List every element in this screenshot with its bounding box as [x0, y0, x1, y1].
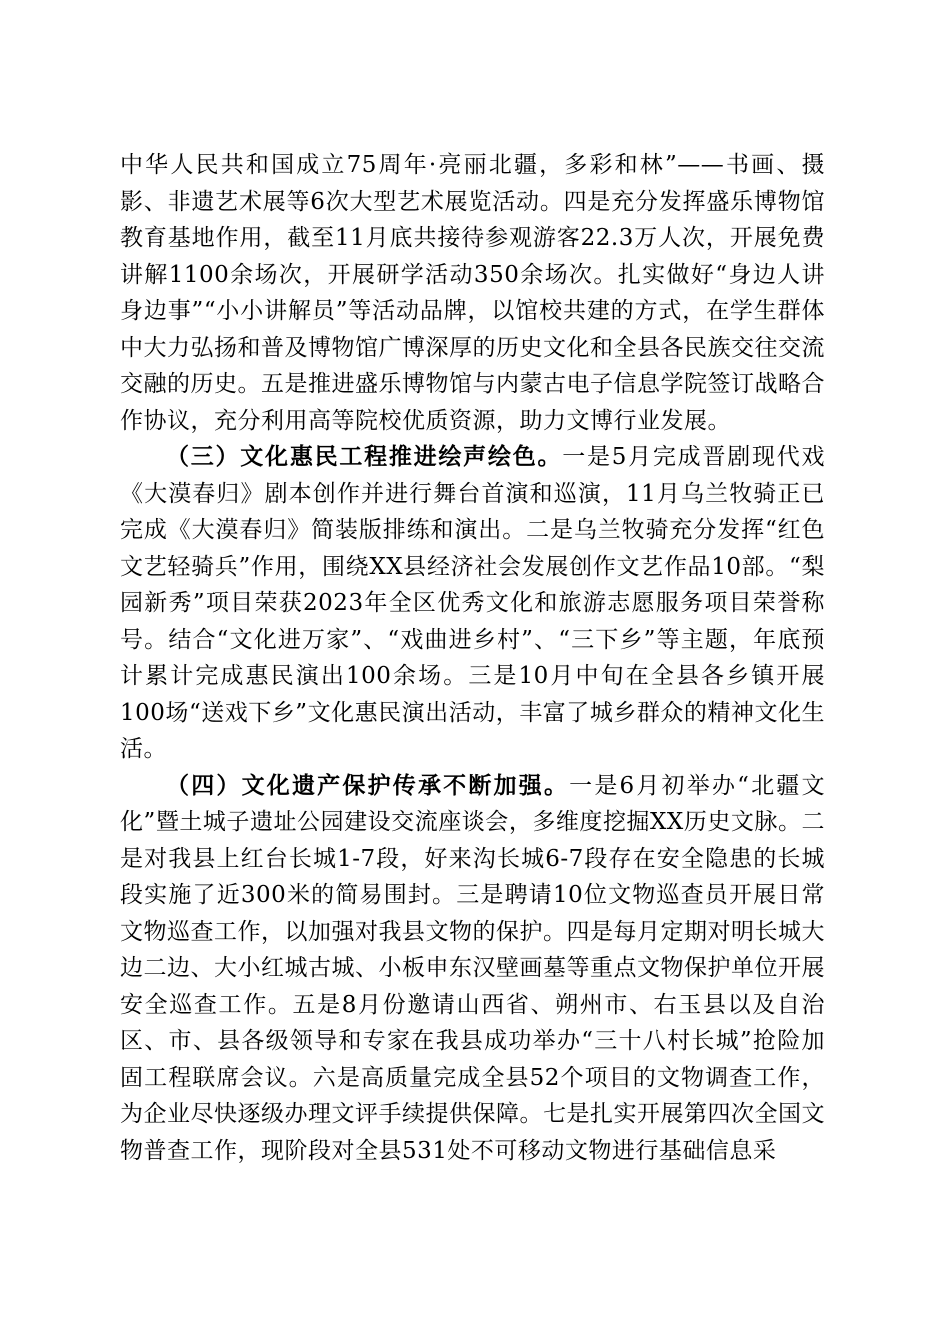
section-heading-4: （四）文化遗产保护传承不断加强。 — [166, 771, 570, 799]
paragraph-text: 中华人民共和国成立75周年·亮丽北疆，多彩和林”——书画、摄影、非遗艺术展等6次大型艺术展览活动。四是充分发挥盛乐博物馆教育基地作用，截至11月底共接待参观游客22.3万人次，开展免费讲解1100余场次，开展研学活动350余场次。扎实做好“身边人讲身边事”“小小讲解员”等活动品牌，以馆校共建的方式，在学生群体中大力弘扬和普及博物馆广博深厚的历史文化和全县各民族交往交流交融的历史。五是推进盛乐博物馆与内蒙古电子信息学院签订战略合作协议，充分利用高等院校优质资源，助力文博行业发展。 — [120, 152, 825, 434]
paragraph-text: 一是5月完成晋剧现代戏《大漠春归》剧本创作并进行舞台首演和巡演，11月乌兰牧骑正已完成《大漠春归》简装版排练和演出。二是乌兰牧骑充分发挥“红色文艺轻骑兵”作用，围绕XX县经济社会发展创作文艺作品10部。“梨园新秀”项目荣获2023年全区优秀文化和旅游志愿服务项目荣誉称号。结合“文化进万家”、“戏曲进乡村”、“三下乡”等主题，年底预计累计完成惠民演出100余场。三是10月中旬在全县各乡镇开展100场“送戏下乡”文化惠民演出活动，丰富了城乡群众的精神文化生活。 — [120, 444, 826, 762]
paragraph-cultural-benefit — [120, 439, 825, 768]
paragraph-heritage-protection — [120, 768, 825, 1170]
paragraph-text: 一是6月初举办“北疆文化”暨土城子遗址公园建设交流座谈会，多维度挖掘XX历史文脉。二是对我县上红台长城1-7段，好来沟长城6-7段存在安全隐患的长城段实施了近300米的简易围封。三是聘请10位文物巡查员开展日常文物巡查工作，以加强对我县文物的保护。四是每月定期对明长城大边二边、大小红城古城、小板申东汉壁画墓等重点文物保护单位开展安全巡查工作。五是8月份邀请山西省、朔州市、右玉县以及自治区、市、县各级领导和专家在我县成功举办“三十八村长城”抢险加固工程联席会议。六是高质量完成全县52个项目的文物调查工作，为企业尽快逐级办理文评手续提供保障。七是扎实开展第四次全国文物普查工作，现阶段对全县531处不可移动文物进行基础信息采 — [120, 772, 825, 1164]
paragraph-continuation — [120, 147, 825, 439]
document-body — [120, 147, 825, 1169]
section-heading-3: （三）文化惠民工程推进绘声绘色。 — [166, 443, 563, 470]
